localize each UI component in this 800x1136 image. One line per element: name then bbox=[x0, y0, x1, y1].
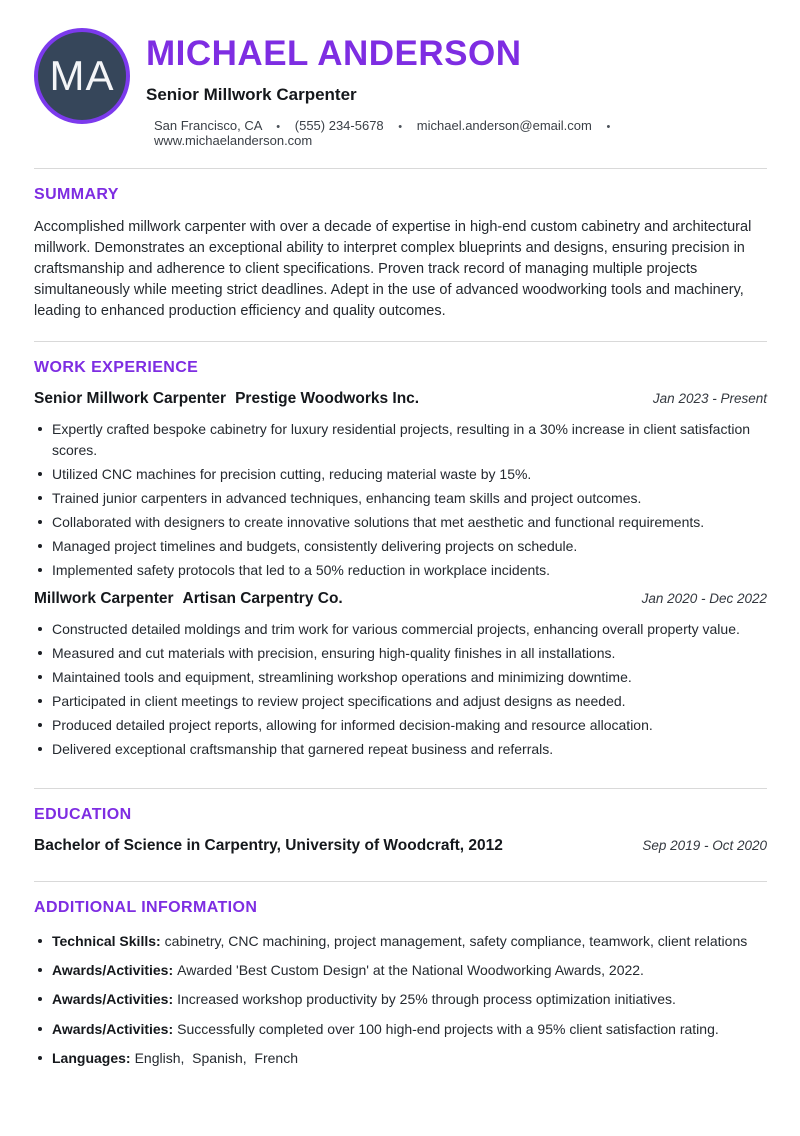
contact-website: www.michaelanderson.com bbox=[154, 132, 313, 148]
job-header bbox=[34, 390, 767, 408]
education-dates: Sep 2019 - Oct 2020 bbox=[642, 837, 767, 853]
contact-location: San Francisco, CA bbox=[154, 117, 262, 133]
bullet-separator: • bbox=[398, 120, 403, 133]
education-heading: EDUCATION bbox=[34, 805, 132, 823]
info-label: Technical Skills: bbox=[52, 932, 161, 949]
bullet-separator: • bbox=[606, 120, 611, 133]
info-text: Successfully completed over 100 high-end projects with a 95% client satisfaction rating. bbox=[177, 1020, 719, 1037]
bullet-item: Maintained tools and equipment, streamlining workshop operations and minimizing downtime. bbox=[34, 667, 767, 688]
bullet-item: Measured and cut materials with precision, ensuring high-quality finishes in all installations. bbox=[34, 643, 767, 664]
bullet-item: Implemented safety protocols that led to a 50% reduction in workplace incidents. bbox=[34, 560, 767, 581]
job-title: Senior Millwork Carpenter bbox=[34, 389, 227, 407]
work-experience-heading: WORK EXPERIENCE bbox=[34, 358, 199, 376]
info-label: Awards/Activities: bbox=[52, 991, 174, 1008]
info-label: Awards/Activities: bbox=[52, 962, 174, 979]
info-text: English, Spanish, French bbox=[134, 1050, 298, 1067]
summary-heading: SUMMARY bbox=[34, 185, 119, 203]
bullet-item: Collaborated with designers to create innovative solutions that met aesthetic and functional requirements. bbox=[34, 512, 767, 533]
resume-header bbox=[34, 28, 767, 168]
job-company: Artisan Carpentry Co. bbox=[182, 589, 343, 607]
info-label: Awards/Activities: bbox=[52, 1020, 174, 1037]
info-label: Languages: bbox=[52, 1050, 131, 1067]
contact-phone: (555) 234-5678 bbox=[294, 117, 384, 133]
avatar bbox=[34, 28, 130, 124]
header-text bbox=[146, 28, 767, 148]
education-degree: Bachelor of Science in Carpentry, University of Woodcraft, 2012 bbox=[34, 836, 503, 854]
job-title-company bbox=[34, 590, 343, 608]
job-company: Prestige Woodworks Inc. bbox=[235, 389, 420, 407]
info-item bbox=[34, 931, 767, 951]
info-item bbox=[34, 1048, 767, 1068]
bullet-item: Produced detailed project reports, allowing for informed decision-making and resource allocation. bbox=[34, 715, 767, 736]
bullet-item: Participated in client meetings to review project specifications and adjust designs as needed. bbox=[34, 691, 767, 712]
section-additional-information bbox=[34, 881, 767, 1096]
avatar-initials: MA bbox=[49, 52, 115, 99]
info-text: cabinetry, CNC machining, project management, safety compliance, teamwork, client relations bbox=[164, 932, 748, 949]
contact-row bbox=[154, 118, 767, 148]
additional-info-list bbox=[34, 931, 767, 1068]
header-job-title: Senior Millwork Carpenter bbox=[146, 84, 357, 104]
job-title: Millwork Carpenter bbox=[34, 589, 174, 607]
bullet-separator: • bbox=[276, 120, 281, 133]
contact-email: michael.anderson@email.com bbox=[416, 117, 592, 133]
bullet-item: Expertly crafted bespoke cabinetry for luxury residential projects, resulting in a 30% increase in client satisfaction scores. bbox=[34, 419, 767, 461]
bullet-item: Trained junior carpenters in advanced techniques, enhancing team skills and project outcomes. bbox=[34, 488, 767, 509]
info-text: Awarded 'Best Custom Design' at the National Woodworking Awards, 2022. bbox=[177, 962, 644, 979]
job-entry bbox=[34, 390, 767, 581]
section-summary bbox=[34, 168, 767, 341]
page-title: MICHAEL ANDERSON bbox=[146, 34, 522, 73]
job-entry bbox=[34, 590, 767, 760]
bullet-item: Utilized CNC machines for precision cutting, reducing material waste by 15%. bbox=[34, 464, 767, 485]
info-item bbox=[34, 1019, 767, 1039]
info-item bbox=[34, 960, 767, 980]
job-bullet-list bbox=[34, 419, 767, 581]
additional-information-heading: ADDITIONAL INFORMATION bbox=[34, 898, 258, 916]
job-header bbox=[34, 590, 767, 608]
section-education bbox=[34, 788, 767, 881]
bullet-item: Constructed detailed moldings and trim work for various commercial projects, enhancing overall property value. bbox=[34, 619, 767, 640]
info-text: Increased workshop productivity by 25% through process optimization initiatives. bbox=[177, 991, 676, 1008]
education-entry bbox=[34, 837, 767, 862]
info-item bbox=[34, 989, 767, 1009]
job-dates: Jan 2023 - Present bbox=[652, 390, 767, 406]
bullet-item: Delivered exceptional craftsmanship that garnered repeat business and referrals. bbox=[34, 739, 767, 760]
job-title-company bbox=[34, 390, 419, 408]
job-dates: Jan 2020 - Dec 2022 bbox=[641, 590, 767, 606]
bullet-item: Managed project timelines and budgets, consistently delivering projects on schedule. bbox=[34, 536, 767, 557]
summary-text: Accomplished millwork carpenter with over a decade of expertise in high-end custom cabinetry and architectural millwork. Demonstrates an exceptional ability to interpret complex blueprints and designs, ensuring precision in craftsmanship and adherence to client specifications. Proven track record of managing multiple projects simultaneously while meeting strict deadlines. Adept in the use of advanced woodworking tools and machinery, leading to enhanced production efficiency and quality outcomes. bbox=[34, 218, 752, 319]
job-bullet-list bbox=[34, 619, 767, 760]
section-work-experience bbox=[34, 341, 767, 788]
